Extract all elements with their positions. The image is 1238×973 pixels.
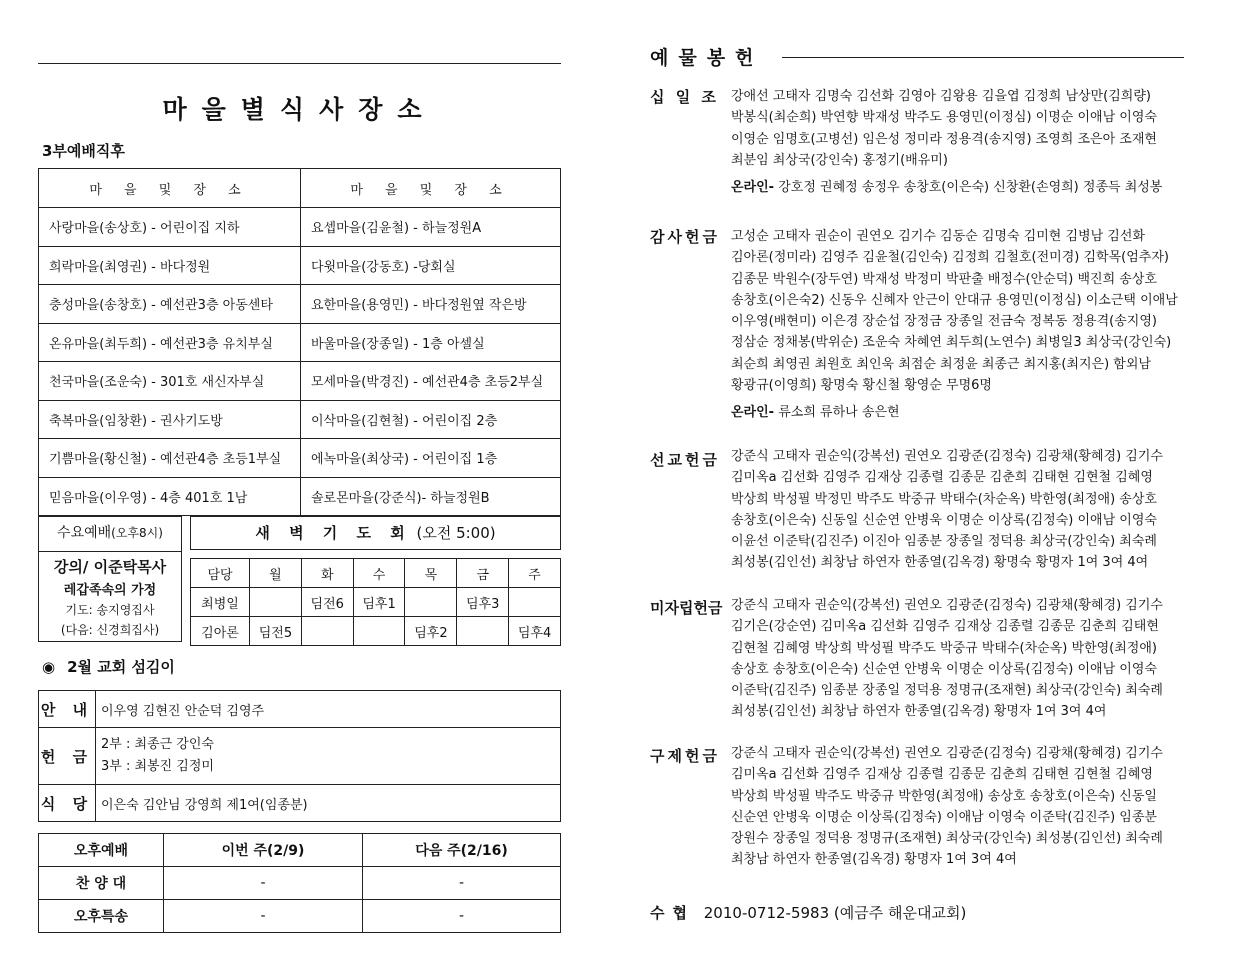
table-header-row (39, 169, 561, 208)
section-subtitle: 3부예배직후 (42, 142, 125, 160)
table-header: 주 (509, 559, 561, 588)
service-heading-text: 2월 교회 섬김이 (67, 658, 175, 676)
table-cell (405, 588, 457, 617)
table-cell: 바울마을(장종일) - 1층 아셀실 (301, 323, 561, 362)
dawn-prayer-title (190, 516, 561, 550)
table-cell: 딤후1 (353, 588, 405, 617)
table-header: 수 (353, 559, 405, 588)
table-cell: 딤전5 (250, 617, 302, 646)
table-header: 목 (405, 559, 457, 588)
kitchen-label: 식 당 (39, 785, 96, 822)
online-names: 류소희 류하나 송은현 (778, 405, 900, 421)
table-cell: - (363, 867, 561, 900)
wednesday-service-label: 수요예배 (57, 525, 112, 541)
table-header: 마 을 및 장 소 (39, 169, 301, 208)
table-cell: 다윗마을(강동호) -당회실 (301, 246, 561, 285)
online-label: 온라인- (731, 405, 775, 421)
name-line: 이윤선 이준탁(김진주) 이진아 임종분 장종일 정덕용 최상국(강인숙) 최숙례 (731, 534, 1157, 550)
table-cell: 충성마을(송창호) - 예선관3층 아동센타 (39, 285, 301, 324)
bank-account-number: 2010-0712-5983 (703, 904, 830, 922)
service-heading (42, 656, 175, 677)
table-cell: 솔로몬마을(강준식)- 하늘정원B (301, 477, 561, 516)
table-cell (457, 617, 509, 646)
table-row (39, 246, 561, 285)
relief-names (731, 743, 1179, 871)
name-line: 신순연 안병욱 이명순 이상록(김정숙) 이애남 이영숙 이준탁(김진주) 임종분 (731, 809, 1157, 825)
name-line: 김현철 김혜영 박상희 박성필 박주도 박중규 박태수(차순옥) 박한영(최정애) (731, 640, 1157, 656)
offering-line: 3부 : 최봉진 김정미 (101, 759, 214, 774)
table-cell: 딤후3 (457, 588, 509, 617)
table-cell: 딤후2 (405, 617, 457, 646)
unreached-names (731, 595, 1179, 723)
offering-title: 예물봉헌 (650, 47, 764, 69)
online-line (731, 177, 1179, 198)
service-table (38, 690, 561, 822)
wednesday-prayer: 기도: 송지영집사 (65, 603, 155, 617)
name-line: 강준식 고태자 권순익(강복선) 권연오 김광준(김정숙) 김광채(황혜경) 김기수 (731, 598, 1163, 613)
table-row (39, 785, 561, 822)
bank-account-line (650, 902, 966, 923)
table-cell: 딤전6 (301, 588, 353, 617)
table-header: 화 (301, 559, 353, 588)
table-cell: 기쁨마을(황신철) - 예선관4층 초등1부실 (39, 439, 301, 478)
bank-account-holder: (예금주 해운대교회) (833, 904, 967, 922)
name-line: 송상호 송창호(이은숙) 신순연 안병욱 이명순 이상록(김정숙) 이애남 이영숙 (731, 661, 1157, 677)
wednesday-service-time: (오후8시) (111, 526, 163, 540)
table-row (191, 617, 561, 646)
tithe-label: 십 일 조 (650, 88, 719, 106)
mission-label: 선교헌금 (650, 451, 720, 469)
table-header: 마 을 및 장 소 (301, 169, 561, 208)
name-line: 박상희 박성필 박정민 박주도 박중규 박태수(차순옥) 박한영(최정애) 송상호 (731, 491, 1157, 507)
name-line: 최분임 최상국(강인숙) 홍정기(배유미) (731, 152, 948, 168)
unreached-label: 미자립헌금 (650, 599, 723, 617)
table-cell (250, 588, 302, 617)
offering-label: 헌 금 (39, 728, 96, 785)
online-label: 온라인- (731, 180, 775, 196)
name-line: 이영순 임명호(고병선) 임은성 정미라 정용격(송지영) 조영희 조은아 조재현 (731, 131, 1157, 147)
thanks-names (731, 226, 1179, 424)
online-names: 강호정 권혜정 송정우 송창호(이은숙) 신창환(손영희) 정종득 최성봉 (778, 180, 1163, 196)
table-cell: - (363, 900, 561, 933)
table-cell: 오후특송 (39, 900, 164, 933)
usher-value: 이우영 김현진 안순덕 김영주 (96, 691, 561, 728)
table-cell (353, 617, 405, 646)
bank-label: 수협 (650, 904, 695, 922)
offering-value (96, 728, 561, 785)
table-cell (301, 617, 353, 646)
table-row (39, 400, 561, 439)
relief-label: 구제헌금 (650, 747, 720, 765)
dawn-prayer-table (190, 558, 561, 646)
name-line: 강준식 고태자 권순익(강복선) 권연오 김광준(김정숙) 김광채(황혜경) 김기수 (731, 449, 1163, 464)
table-cell: 천국마을(조운숙) - 301호 새신자부실 (39, 362, 301, 401)
top-rule-left (38, 63, 561, 64)
table-cell: 희락마을(최영권) - 바다정원 (39, 246, 301, 285)
table-cell: - (164, 900, 363, 933)
name-line: 정삼순 정채봉(박위순) 조운숙 차혜연 최두희(노연수) 최병일3 최상국(강인숙) (731, 335, 1172, 351)
table-cell: 김아론 (191, 617, 250, 646)
table-cell: 이삭마을(김현철) - 어린이집 2층 (301, 400, 561, 439)
name-line: 김미옥a 김선화 김영주 김재상 김종렬 김종문 김춘희 김태현 김현철 김혜영 (731, 767, 1153, 783)
table-row (39, 439, 561, 478)
table-header: 이번 주(2/9) (164, 834, 363, 867)
name-line: 박봉식(최순희) 박연향 박재성 박주도 용영민(이정심) 이명순 이애남 이영숙 (731, 110, 1157, 126)
name-line: 이준탁(김진주) 임종분 장종일 정덕용 정명규(조재현) 최상국(강인숙) 최숙례 (731, 683, 1163, 699)
name-line: 김미옥a 김선화 김영주 김재상 김종렬 김종문 김춘희 김태현 김현철 김혜영 (731, 470, 1153, 486)
thanks-label: 감사헌금 (650, 228, 720, 246)
table-row (191, 588, 561, 617)
table-cell (509, 588, 561, 617)
mission-names (731, 446, 1179, 574)
name-line: 김아론(정미라) 김영주 김윤철(김인숙) 김정희 김철호(전미경) 김학목(엄추자) (731, 250, 1169, 266)
name-line: 최성봉(김인선) 최창남 하연자 한종열(김옥경) 황명자 1여 3여 4여 (731, 704, 1107, 720)
name-line: 강애선 고태자 김명숙 김선화 김영아 김왕용 김을엽 김정희 남상만(김희량) (731, 89, 1151, 104)
table-header: 담당 (191, 559, 250, 588)
table-cell: 딤후4 (509, 617, 561, 646)
name-line: 이우영(배현미) 이은경 장순섭 장정금 장종일 전금숙 정복동 정용격(송지영) (731, 314, 1157, 330)
table-cell: 모세마을(박경진) - 예선관4층 초등2부실 (301, 362, 561, 401)
usher-label: 안 내 (39, 691, 96, 728)
name-line: 김종문 박원수(장두연) 박재성 박정미 박판출 배정수(안순덕) 백진희 송상호 (731, 271, 1157, 287)
wednesday-topic: 레갑족속의 가정 (63, 583, 157, 598)
table-header-row (191, 559, 561, 588)
table-row (39, 208, 561, 247)
table-header: 금 (457, 559, 509, 588)
table-cell: 찬 양 대 (39, 867, 164, 900)
name-line: 황광규(이영희) 황명숙 황신철 황영순 무명6명 (731, 378, 992, 394)
table-header: 월 (250, 559, 302, 588)
table-row (39, 477, 561, 516)
name-line: 최순희 최영권 최원호 최인욱 최점순 최정윤 최종근 최지홍(최지은) 함외남 (731, 356, 1151, 372)
table-cell: 온유마을(최두희) - 예선관3층 유치부실 (39, 323, 301, 362)
table-row (39, 691, 561, 728)
top-rule-right (782, 57, 1184, 58)
table-row (39, 323, 561, 362)
table-row (39, 867, 561, 900)
page-title: 마을별식사장소 (162, 95, 437, 124)
name-line: 장원수 장종일 정덕용 정명규(조재현) 최상국(강인숙) 최성봉(김인선) 최숙례 (731, 831, 1163, 847)
wednesday-service-header (39, 517, 181, 552)
name-line: 송창호(이은숙) 신동일 신순연 안병욱 이명순 이상록(김정숙) 이애남 이영숙 (731, 512, 1157, 528)
table-cell: 요셉마을(김윤철) - 하늘정원A (301, 208, 561, 247)
dawn-prayer-time: (오전 5:00) (416, 524, 496, 542)
table-header-row (39, 834, 561, 867)
table-cell: 사랑마을(송상호) - 어린이집 지하 (39, 208, 301, 247)
table-cell: 축복마을(임창환) - 권사기도방 (39, 400, 301, 439)
afternoon-service-table (38, 833, 561, 933)
table-row (39, 728, 561, 785)
online-line (731, 402, 1179, 423)
table-header: 다음 주(2/16) (363, 834, 561, 867)
table-row (39, 900, 561, 933)
name-line: 최성봉(김인선) 최창남 하연자 한종열(김옥경) 황명숙 황명자 1여 3여 4여 (731, 555, 1149, 571)
table-cell: 에녹마을(최상국) - 어린이집 1층 (301, 439, 561, 478)
name-line: 김기은(강순연) 김미옥a 김선화 김영주 김재상 김종렬 김종문 김춘희 김태현 (731, 619, 1159, 635)
wednesday-speaker: 강의/ 이준탁목사 (53, 558, 167, 576)
name-line: 박상희 박성필 박주도 박중규 박한영(최정애) 송상호 송창호(이은숙) 신동일 (731, 788, 1157, 804)
table-row (39, 285, 561, 324)
name-line: 송창호(이은숙2) 신동우 신혜자 안근이 안대규 용영민(이정심) 이소근택 이애남 (731, 292, 1178, 308)
kitchen-value: 이은숙 김안님 강영희 제1여(임종분) (96, 785, 561, 822)
table-header: 오후예배 (39, 834, 164, 867)
table-row (39, 362, 561, 401)
name-line: 최창남 하연자 한종열(김옥경) 황명자 1여 3여 4여 (731, 852, 1017, 868)
bullet-circle-icon: ◉ (42, 658, 56, 676)
wednesday-service-box (38, 516, 182, 642)
dawn-prayer-name: 새 벽 기 도 회 (255, 524, 412, 542)
table-cell: 요한마을(용영민) - 바다정원옆 작은방 (301, 285, 561, 324)
village-meal-table (38, 168, 561, 516)
offering-line: 2부 : 최종근 강인숙 (101, 737, 214, 752)
table-cell: 최병일 (191, 588, 250, 617)
tithe-names (731, 86, 1179, 198)
table-cell: 믿음마을(이우영) - 4층 401호 1남 (39, 477, 301, 516)
table-cell: - (164, 867, 363, 900)
name-line: 강준식 고태자 권순익(강복선) 권연오 김광준(김정숙) 김광채(황혜경) 김기수 (731, 746, 1163, 761)
name-line: 고성순 고태자 권순이 권연오 김기수 김동순 김명숙 김미현 김병남 김선화 (731, 229, 1145, 244)
wednesday-next-prayer: (다음: 신경희집사) (60, 623, 160, 637)
